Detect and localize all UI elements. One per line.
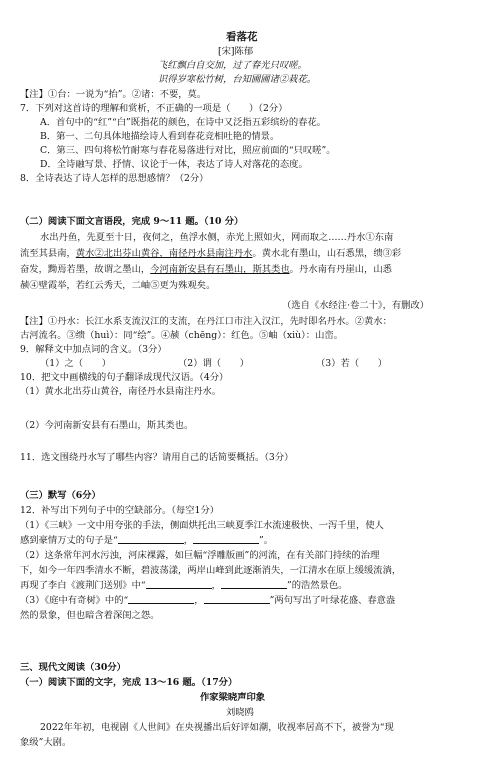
- underlined-sentence-1: 黄水②北出芬山黄谷，南径丹水县南注丹水: [75, 248, 253, 259]
- poem-title: 看落花: [226, 31, 258, 43]
- q7-option-b: B．第一、二句具体地描绘诗人看到春花竞相吐艳的情景。: [40, 131, 280, 142]
- poem-line-1: 飞红飘白自交加，过了春光只叹嗟。: [158, 60, 307, 71]
- q7-stem: 7．下列对这首诗的理解和赏析，不正确的一项是（ ）（2分）: [20, 103, 288, 114]
- part3-heading: （三）默写（6分）: [20, 490, 101, 501]
- answer-blank-3[interactable]: [146, 580, 212, 589]
- dotted-word-wei: 谓: [103, 264, 113, 275]
- answer-blank-5[interactable]: [128, 595, 194, 604]
- passage-line-4: 赪④壁霞举，若红云秀天，二岫⑤更为殊观矣。: [20, 280, 216, 291]
- part4-subheading: （一）阅读下面的文字，完成 13～16 题。（17分）: [20, 677, 238, 688]
- q7-option-a: A．首句中的“红”“白”既指花的颜色，在诗中又泛指五彩缤纷的春花。: [40, 117, 327, 128]
- q9-stem: 9．解释文中加点词的含义。（3分）: [20, 344, 167, 355]
- passage-note-2: 古河流名。③缋（huì）：同“绘”。④赪（chēng）：红色。⑤岫（xiù）：山峦。: [20, 330, 343, 341]
- q10-sentence-2: （2）今河南新安县有石墨山，斯其类也。: [20, 420, 194, 431]
- passage-line-3: 奋发，黝焉若墨，故谓之墨山，今河南新安县有石墨山，斯其类也。丹水南有丹崖山，山悉: [20, 264, 392, 275]
- q12-3-line-1: （3）《庭中有奇树》中的“ ， ”两句写出了叶绿花盛、春意盎: [20, 595, 396, 606]
- answer-blank-6[interactable]: [204, 595, 270, 604]
- q10-stem: 10．把文中画横线的句子翻译成现代汉语。（4分）: [20, 372, 229, 383]
- passage-source: （选自《水经注·卷二十》，有删改）: [282, 300, 430, 311]
- answer-blank-4[interactable]: [221, 580, 287, 589]
- article-para-line-2: 象级”大剧。: [20, 737, 72, 748]
- q12-2-line-3: 再现了李白《渡荆门送别》中“ ， ”的浩然景色。: [20, 580, 348, 591]
- poem-note: 【注】①台：一说为“抬”。②诸：不要，莫。: [20, 89, 207, 100]
- poem-author: [宋]陈郁: [218, 46, 254, 57]
- poem-line-2: 识得岁寒松竹树，台知圃圃诸②栽花。: [158, 74, 317, 85]
- q7-option-d: D．全诗融写景、抒情、议论于一体，表达了诗人对落花的态度。: [40, 159, 308, 170]
- q9-item-3: （3）若（ ）: [316, 358, 387, 369]
- q7-option-c: C．第三、四句将松竹耐寒与春花易落进行对比，照应前面的“只叹嗟”。: [40, 145, 336, 156]
- q11-stem: 11．选文围绕丹水写了哪些内容？请用自己的话简要概括。（3分）: [20, 452, 294, 463]
- part4-heading: 三、现代文阅读（30分）: [20, 662, 126, 673]
- q12-3-line-2: 然的景象，但也暗含着深闺之怨。: [20, 610, 160, 621]
- q12-stem: 12．补写出下列句子中的空缺部分。（每空1分）: [20, 505, 220, 516]
- q12-2-line-1: （2）这条常年河水污浊，河床裸露，如巨幅“浮雕版画”的河流，在有关部门持续的治理: [20, 550, 380, 561]
- article-title: 作家梁晓声印象: [200, 692, 266, 703]
- passage-note-1: 【注】①丹水：长江水系支流汉江的支流，在丹江口市注入汉江，先时即名丹水。②黄水：: [20, 316, 392, 327]
- q12-1-line-2: 感到豪情万丈的句子是“ ， ”。: [20, 535, 274, 546]
- article-author: 刘晓鸥: [226, 707, 254, 718]
- q10-sentence-1: （1）黄水北出芬山黄谷，南径丹水县南注丹水。: [20, 386, 222, 397]
- part2-heading: （二）阅读下面文言语段，完成 9～11 题。（10 分）: [20, 216, 244, 227]
- q12-2-line-2: 下，如今一年四季清水不断，碧波荡漾，两岸山峰到此逐渐消失，一江清水在原上缓缓流淌，: [20, 565, 402, 576]
- passage-line-2: 流至其县南，黄水②北出芬山黄谷，南径丹水县南注丹水。黄水北有墨山，山石悉黑，缋③彩: [20, 248, 402, 259]
- answer-blank-1[interactable]: [118, 535, 184, 544]
- q12-1-line-1: （1）《三峡》一文中用夸张的手法，侧面烘托出三峡夏季江水流速极快、一泻千里，使人: [20, 520, 384, 531]
- article-para-line-1: 2022年年初，电视剧《人世间》在央视播出后好评如潮，收视率居高不下，被誉为“现: [40, 722, 394, 733]
- underlined-sentence-2: 今河南新安县有石墨山，斯其类也: [150, 264, 290, 275]
- answer-blank-2[interactable]: [193, 535, 259, 544]
- q8-stem: 8．全诗表达了诗人怎样的思想感情？（2分）: [20, 173, 209, 184]
- dotted-word-ruo: 若: [75, 280, 86, 291]
- q9-item-1: （1）之（ ）: [40, 358, 111, 369]
- passage-line-1: 水出丹鱼，先夏至十日，夜伺之，鱼浮水侧，赤光上照如火，网而取之……丹水①东南: [40, 232, 394, 243]
- q9-item-2: （2）谓（ ）: [178, 358, 249, 369]
